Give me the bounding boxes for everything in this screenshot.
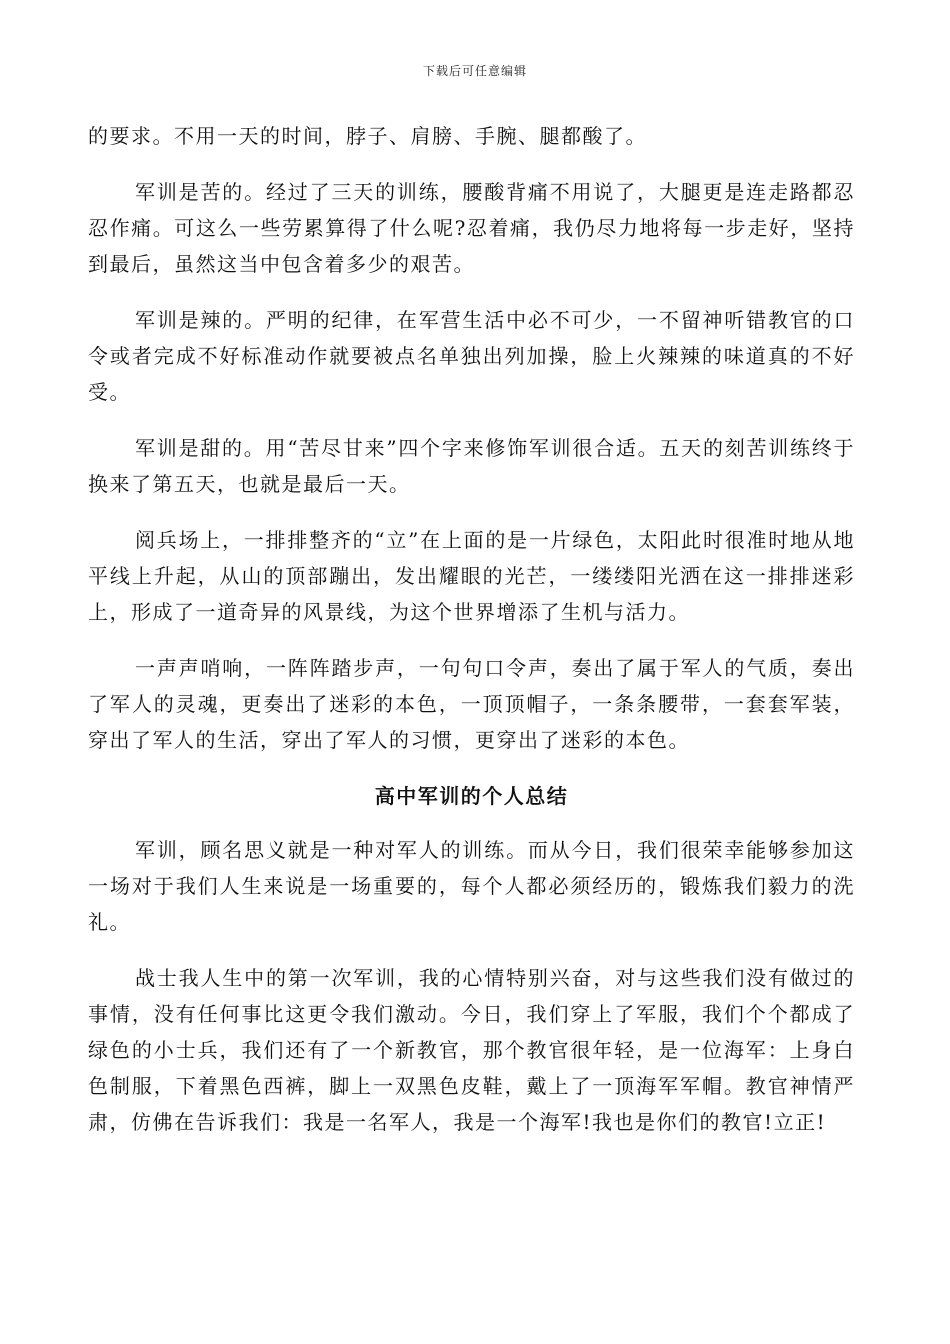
paragraph-bitter: 军训是苦的。经过了三天的训练，腰酸背痛不用说了，大腿更是连走路都忍忍作痛。可这么一些劳累算得了什么呢?忍着痛，我仍尽力地将每一步走好，坚持到最后，虽然这当中包含着多少的艰苦。 [88, 180, 855, 276]
paragraph-definition: 军训，顾名思义就是一种对军人的训练。而从今日，我们很荣幸能够参加这一场对于我们人生来说是一场重要的，每个人都必须经历的，锻炼我们毅力的洗礼。 [88, 838, 855, 934]
page-header: 下载后可任意编辑 [422, 64, 527, 78]
document-body [88, 118, 855, 1160]
section-title: 高中军训的个人总结 [374, 784, 569, 808]
paragraph-sweet: 军训是甜的。用“苦尽甘来”四个字来修饰军训很合适。五天的刻苦训练终于换来了第五天，也就是最后一天。 [88, 436, 855, 496]
paragraph-spicy: 军训是辣的。严明的纪律，在军营生活中必不可少，一不留神听错教官的口令或者完成不好标准动作就要被点名单独出列加操，脸上火辣辣的味道真的不好受。 [88, 308, 855, 404]
paragraph-parade-ground: 阅兵场上，一排排整齐的“立”在上面的是一片绿色，太阳此时很准时地从地平线上升起，从山的顶部蹦出，发出耀眼的光芒，一缕缕阳光洒在这一排排迷彩上，形成了一道奇异的风景线，为这个世界增添了生机与活力。 [88, 528, 855, 624]
paragraph-first-training: 战士我人生中的第一次军训，我的心情特别兴奋，对与这些我们没有做过的事情，没有任何事比这更令我们激动。今日，我们穿上了军服，我们个个都成了绿色的小士兵，我们还有了一个新教官，那个教官很年轻，是一位海军：上身白色制服，下着黑色西裤，脚上一双黑色皮鞋，戴上了一顶海军军帽。教官神情严肃，仿佛在告诉我们：我是一名军人，我是一个海军!我也是你们的教官!立正! [88, 966, 855, 1134]
paragraph-whistles: 一声声哨响，一阵阵踏步声，一句句口令声，奏出了属于军人的气质，奏出了军人的灵魂，更奏出了迷彩的本色，一顶顶帽子，一条条腰带，一套套军装，穿出了军人的生活，穿出了军人的习惯，更穿出了迷彩的本色。 [88, 656, 855, 752]
paragraph-continuation: 的要求。不用一天的时间，脖子、肩膀、手腕、腿都酸了。 [88, 124, 647, 148]
